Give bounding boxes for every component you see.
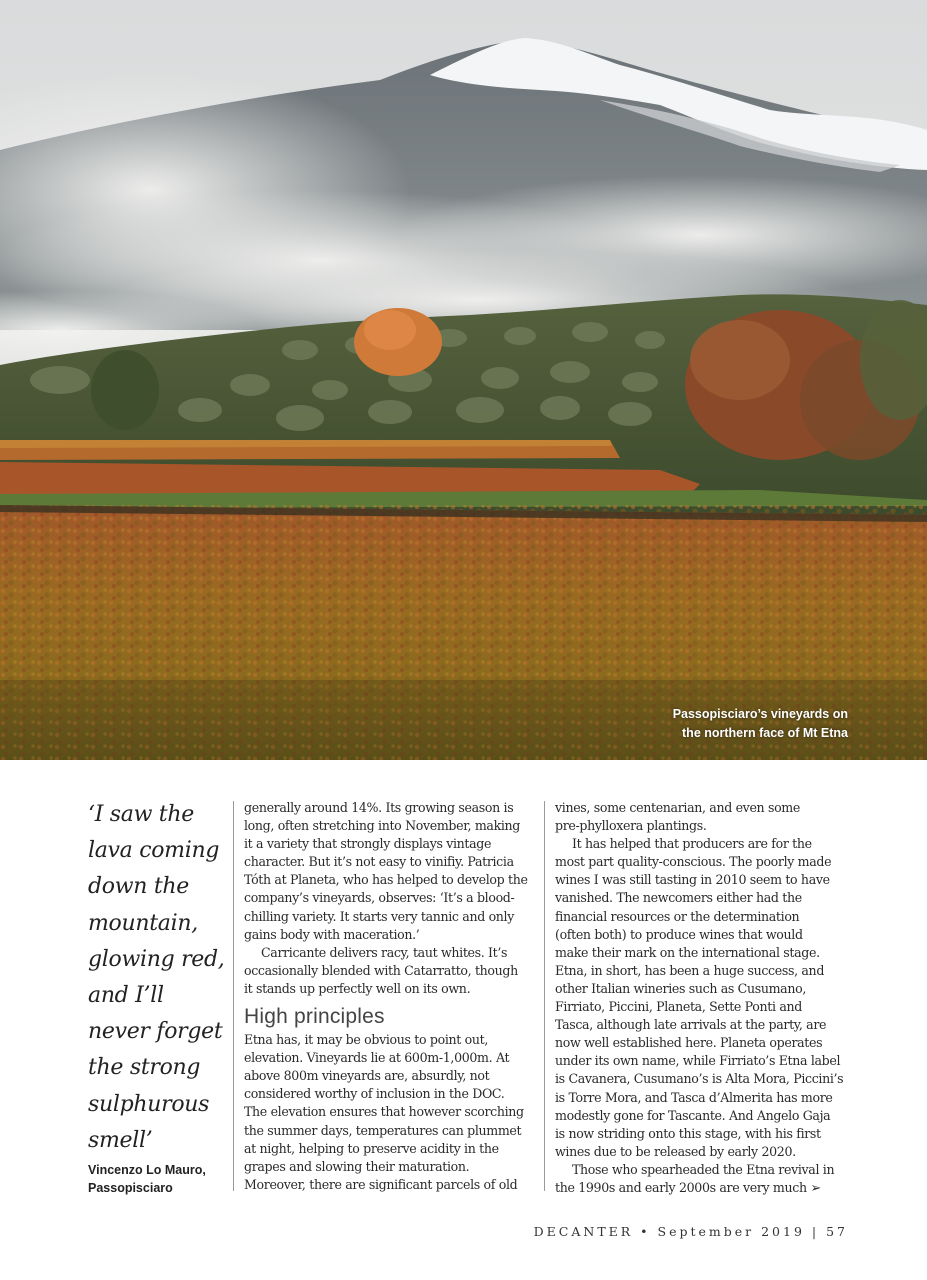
body-column-3	[555, 799, 847, 1198]
text-line: grapes and slowing their maturation.	[244, 1158, 470, 1174]
paragraph	[244, 1031, 538, 1194]
pull-quote-attribution	[88, 1161, 228, 1197]
attribution-org: Passopisciaro	[88, 1181, 173, 1196]
text-line: above 800m vineyards are, absurdly, not	[244, 1068, 490, 1084]
paragraph	[555, 799, 847, 835]
text-line: long, often stretching into November, making	[244, 818, 521, 834]
text-line: under its own name, while Firriato’s Etna label	[555, 1053, 841, 1069]
text-line-indented: Those who spearheaded the Etna revival in	[572, 1161, 835, 1177]
text-line: the summer days, temperatures can plummet	[244, 1122, 522, 1138]
text-line: at night, helping to preserve acidity in the	[244, 1140, 499, 1156]
column-divider	[233, 801, 234, 1191]
paragraph	[555, 835, 847, 1161]
text-line: is now striding onto this stage, with his first	[555, 1125, 821, 1141]
text-line: Tasca, although late arrivals at the party, are	[555, 1017, 827, 1033]
paragraph	[244, 799, 538, 944]
text-line-indented: It has helped that producers are for the	[572, 836, 812, 852]
text-line	[555, 1179, 847, 1198]
text-line: wines due to be released by early 2020.	[555, 1143, 796, 1159]
text-line: Etna has, it may be obvious to point out,	[244, 1032, 488, 1048]
text-line: generally around 14%. Its growing season is	[244, 800, 514, 815]
text-line	[555, 1161, 847, 1179]
caption-line-1: Passopisciaro’s vineyards on	[672, 707, 848, 721]
text-line: gains body with maceration.’	[244, 926, 420, 942]
pull-quote	[88, 797, 228, 1197]
text-line: it stands up perfectly well on its own.	[244, 980, 471, 996]
page-folio: DECANTER • September 2019 | 57	[533, 1224, 848, 1239]
text-line: Etna, in short, has been a huge success, and	[555, 962, 825, 978]
text-line	[244, 944, 538, 962]
text-line: is Cavanera, Cusumano’s is Alta Mora, Piccini’s	[555, 1071, 844, 1087]
paragraph	[555, 1161, 847, 1198]
text-line: make their mark on the international stage.	[555, 944, 820, 960]
attribution-name: Vincenzo Lo Mauro,	[88, 1163, 206, 1178]
text-line: pre-phylloxera plantings.	[555, 818, 707, 834]
text-line: considered worthy of inclusion in the DOC.	[244, 1086, 505, 1102]
text-line: vines, some centenarian, and even some	[555, 800, 801, 815]
text-line	[555, 835, 847, 853]
text-line: Firriato, Piccini, Planeta, Sette Ponti and	[555, 999, 802, 1015]
text-line: modestly gone for Tascante. And Angelo Gaja	[555, 1107, 831, 1123]
text-line: (often both) to produce wines that would	[555, 926, 803, 942]
pull-quote-text: ‘I saw the lava coming down the mountain, glowing red, and I’ll never forget the strong sulphurous smell’	[88, 802, 225, 1153]
text-line: it a variety that strongly displays vintage	[244, 836, 492, 852]
paragraph	[244, 944, 538, 998]
text-line: most part quality-conscious. The poorly made	[555, 854, 832, 870]
caption-line-2: the northern face of Mt Etna	[682, 726, 848, 740]
text-line-indented: Carricante delivers racy, taut whites. It’s	[261, 944, 508, 960]
text-line: Tóth at Planeta, who has helped to develop the	[244, 872, 528, 888]
continue-arrow-icon: ➢	[810, 1180, 821, 1196]
text-line: elevation. Vineyards lie at 600m-1,000m. At	[244, 1050, 510, 1066]
text-line: company’s vineyards, observes: ‘It’s a blood-	[244, 890, 515, 906]
column-divider	[544, 801, 545, 1191]
text-line: occasionally blended with Catarratto, though	[244, 962, 518, 978]
text-line-last: the 1990s and early 2000s are very much	[555, 1179, 807, 1195]
text-line: financial resources or the determination	[555, 908, 800, 924]
text-line: The elevation ensures that however scorching	[244, 1104, 524, 1120]
section-subhead: High principles	[244, 1005, 385, 1029]
text-line: Moreover, there are significant parcels of old	[244, 1176, 518, 1192]
text-line: is Torre Mora, and Tasca d’Almerita has more	[555, 1089, 833, 1105]
text-line: other Italian wineries such as Cusumano,	[555, 980, 806, 996]
photo-caption	[618, 705, 848, 743]
text-line: character. But it’s not easy to vinifiy. Patricia	[244, 854, 514, 870]
text-line: now well established here. Planeta operates	[555, 1035, 823, 1051]
text-line: chilling variety. It starts very tannic and only	[244, 908, 515, 924]
text-line: vanished. The newcomers either had the	[555, 890, 802, 906]
text-line: wines I was still tasting in 2010 seem to have	[555, 872, 830, 888]
body-column-2	[244, 799, 538, 1194]
